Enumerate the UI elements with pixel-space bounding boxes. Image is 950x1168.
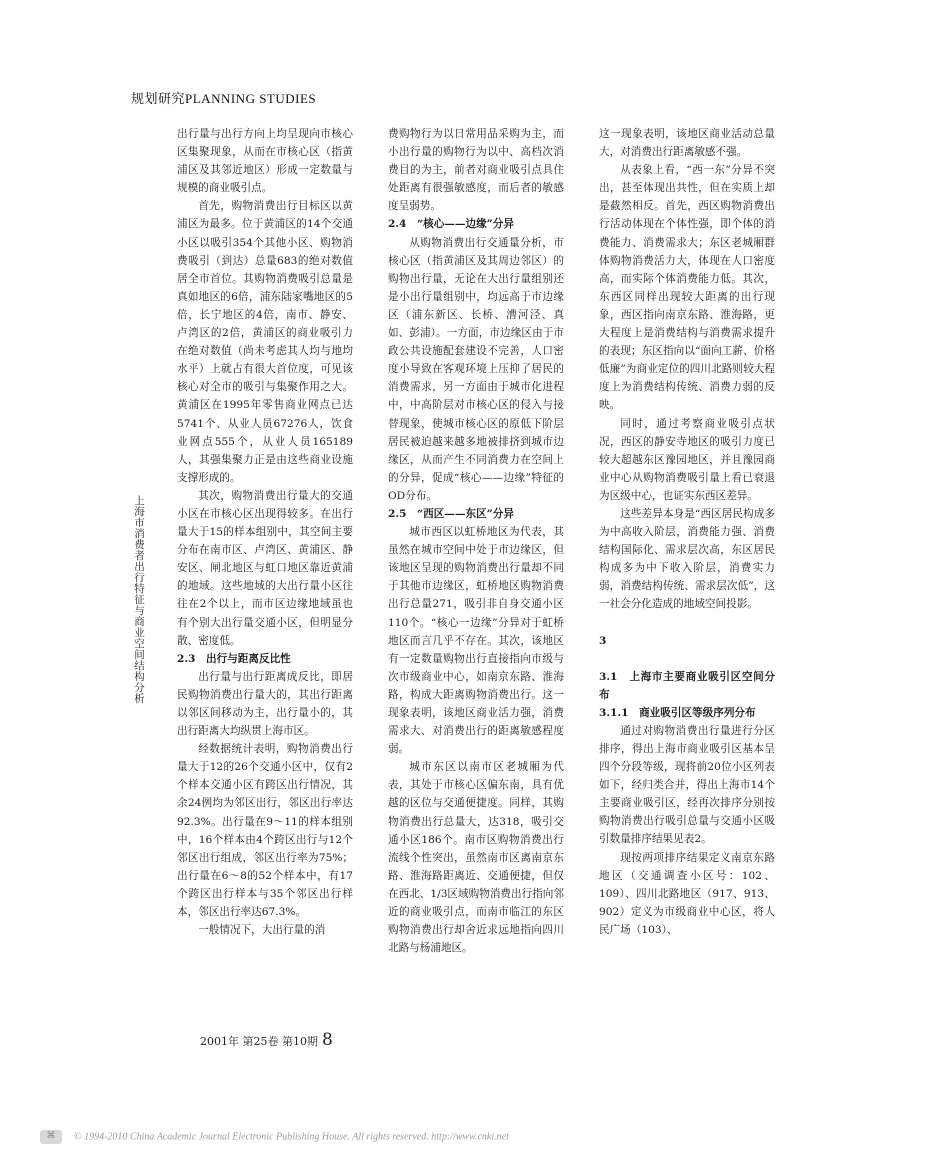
- subsection-heading: 3.1.1 商业吸引区等级序列分布: [599, 706, 756, 719]
- paragraph: 出行量与出行方向上均呈现向市核心区集聚现象，从而在市核心区（指黄浦区及其邻近地区）形成一定数量与规模的商业吸引点。: [177, 128, 353, 195]
- section-heading: 3.1 上海市主要商业吸引区空间分布: [599, 670, 775, 701]
- issue-info: 2001年 第25卷 第10期: [200, 1035, 318, 1048]
- text-column-2: [388, 125, 564, 1010]
- copyright-text: © 1994-2010 China Academic Journal Electronic Publishing House. All rights reserved. http://www.cnki.net: [74, 1131, 509, 1143]
- paragraph: 城市西区以虹桥地区为代表，其虽然在城市空间中处于市边缘区，但该地区呈现的购物消费出行量却不同于其他市边缘区，虹桥地区购物消费出行总量271，吸引非自身交通小区110个。“核心一边缘”分异对于虹桥地区而言几乎不存在。其次，该地区有一定数量购物出行直接指向市级与次市级商业中心，如南京东路、淮海路，构成大距离购物消费出行。这一现象表明，该地区商业活力强，消费需求大、对消费出行的距离敏感程度弱。: [388, 526, 564, 756]
- section-heading: 2.5 “西区——东区”分异: [388, 507, 514, 520]
- section-heading: 3: [599, 634, 607, 647]
- paragraph: 出行量与出行距离成反比，即居民购物消费出行量大的，其出行距离以邻区间移动为主，出行量小的，其出行距离大均纵贯上海市区。: [177, 670, 353, 738]
- header-zh: 规划研究: [131, 92, 186, 107]
- paragraph: 费购物行为以日常用品采购为主，而小出行量的购物行为以中、高档次消费目的为主，前者对商业吸引点具住处距离有很强敏感度，而后者的敏感度呈弱势。: [388, 128, 564, 213]
- page-footer: [200, 1030, 333, 1050]
- paragraph: 同时，通过考察商业吸引点状况，西区的静安寺地区的吸引力度已较大超越东区豫园地区，并且豫园商业中心从购物消费吸引量上看已衰退为区级中心，也证实东西区差异。: [599, 417, 775, 502]
- paragraph: 现按两项排序结果定义南京东路地区（交通调查小区号：102、109）、四川北路地区（917、913、902）定义为市级商业中心区，将人民广场（103）、: [599, 851, 775, 936]
- section-heading: 2.4 “核心——边缘”分异: [388, 218, 514, 231]
- cnki-logo-icon: ⌘: [40, 1130, 62, 1144]
- section-heading: 2.3 出行与距离反比性: [177, 652, 291, 665]
- paragraph: 这一现象表明，该地区商业活动总量大，对消费出行距离敏感不强。: [599, 128, 775, 159]
- paragraph: 首先，购物消费出行目标区以黄浦区为最多。位于黄浦区的14个交通小区以吸引354个其他小区、购物消费吸引（到达）总量683的绝对数值居全市首位。其购物消费吸引总量是真如地区的6倍，浦东陆家嘴地区的5倍，长宁地区的4倍，南市、静安、卢湾区的2倍，黄浦区的商业吸引力在绝对数值（尚未考虑其人均与地均水平）上就占有很大首位度，可见该核心对全市的吸引与集聚作用之大。黄浦区在1995年零售商业网点已达5741个、从业人员67276人，饮食业网点555个，从业人员165189人，其强集聚力正是由这些商业设施支撑形成的。: [177, 200, 353, 484]
- paragraph: 这些差异本身是“西区居民构成多为中高收入阶层，消费能力强、消费结构国际化、需求层次高，东区居民构成多为中下收入阶层，消费实力弱，消费结构传统、需求层次低”，这一社会分化造成的地域空间投影。: [599, 507, 775, 611]
- running-header: [131, 88, 316, 107]
- paragraph: 一般情况下，大出行量的消: [198, 924, 326, 937]
- side-article-title: 上海市消费者出行特征与商业空间结构分析: [133, 495, 145, 704]
- copyright-bar: [40, 1130, 509, 1144]
- text-column-1: [177, 125, 353, 1010]
- paragraph: 其次，购物消费出行量大的交通小区在市核心区出现得较多。在出行量大于15的样本组别中，其空间主要分布在南市区、卢湾区、黄浦区、静安区、闸北地区与虹口地区靠近黄浦的地域。这些地域的大出行量小区往往在2个以上，而市区边缘地域虽也有个别大出行量交通小区，但明显分散、密度低。: [177, 489, 353, 647]
- page-number: 8: [321, 1030, 333, 1050]
- paragraph: 通过对购物消费出行量进行分区排序，得出上海市商业吸引区基本呈四个分段等级，现将前20位小区列表如下，经归类合并，得出上海市14个主要商业吸引区，经再次排序分别按购物消费出行吸引总量与交通小区吸引数量排序结果见表2。: [599, 724, 775, 846]
- text-column-3: [599, 125, 775, 1010]
- header-en: PLANNING STUDIES: [185, 91, 317, 106]
- paragraph: 从购物消费出行交通量分析，市核心区（指黄浦区及其周边邻区）的购物出行量，无论在大出行量组别还是小出行量组别中，均远高于市边缘区（浦东新区、长桥、漕河泾、真如、彭浦）。一方面，市边缘区由于市政公共设施配套建设不完善，人口密度小导致在客观环境上压抑了居民的消费需求，另一方面由于城市化进程中，中高阶层对市核心区的侵入与接替现象，使城市核心区的原低下阶层居民被迫越来越多地被排挤到城市边缘区，从而产生不同消费力在空间上的分异，促成“核心——边缘”特征的OD分布。: [388, 236, 564, 502]
- paragraph: 城市东区以南市区老城厢为代表，其处于市核心区偏东南，具有优越的区位与交通便捷度。同样，其购物消费出行总量大，达318，吸引交通小区186个。南市区购物消费出行流线个性突出，虽然南市区离南京东路、淮海路距离近、交通便捷，但仅在西北、1/3区域购物消费出行指向邻近的商业吸引点，而南市临江的东区购物消费出行却舍近求远地指向四川北路与杨浦地区。: [388, 761, 564, 955]
- paragraph: 从表象上看，“西一东”分异不突出，甚至体现出共性，但在实质上却是截然相反。首先，西区购物消费出行活动体现在个体性强，即个体的消费能力、消费需求大；东区老城厢群体购物消费活力大，体现在人口密度高，而实际个体消费能力低。其次，东西区同样出现较大距离的出行现象，西区指向南京东路、淮海路，更大程度上是消费结构与消费需求提升的表现；东区指向以“面向工薪、价格低廉”为商业定位的四川北路则较大程度上为消费结构传统、消费力弱的反映。: [599, 164, 775, 412]
- paragraph: 经数据统计表明，购物消费出行量大于12的26个交通小区中，仅有2个样本交通小区有跨区出行情况，其余24例均为邻区出行，邻区出行率达92.3%。出行量在9～11的样本组别中，16个样本由4个跨区出行与12个邻区出行组成，邻区出行率为75%；出行量在6～8的52个样本中，有17个跨区出行样本与35个邻区出行样本，邻区出行率达67.3%。: [177, 743, 353, 919]
